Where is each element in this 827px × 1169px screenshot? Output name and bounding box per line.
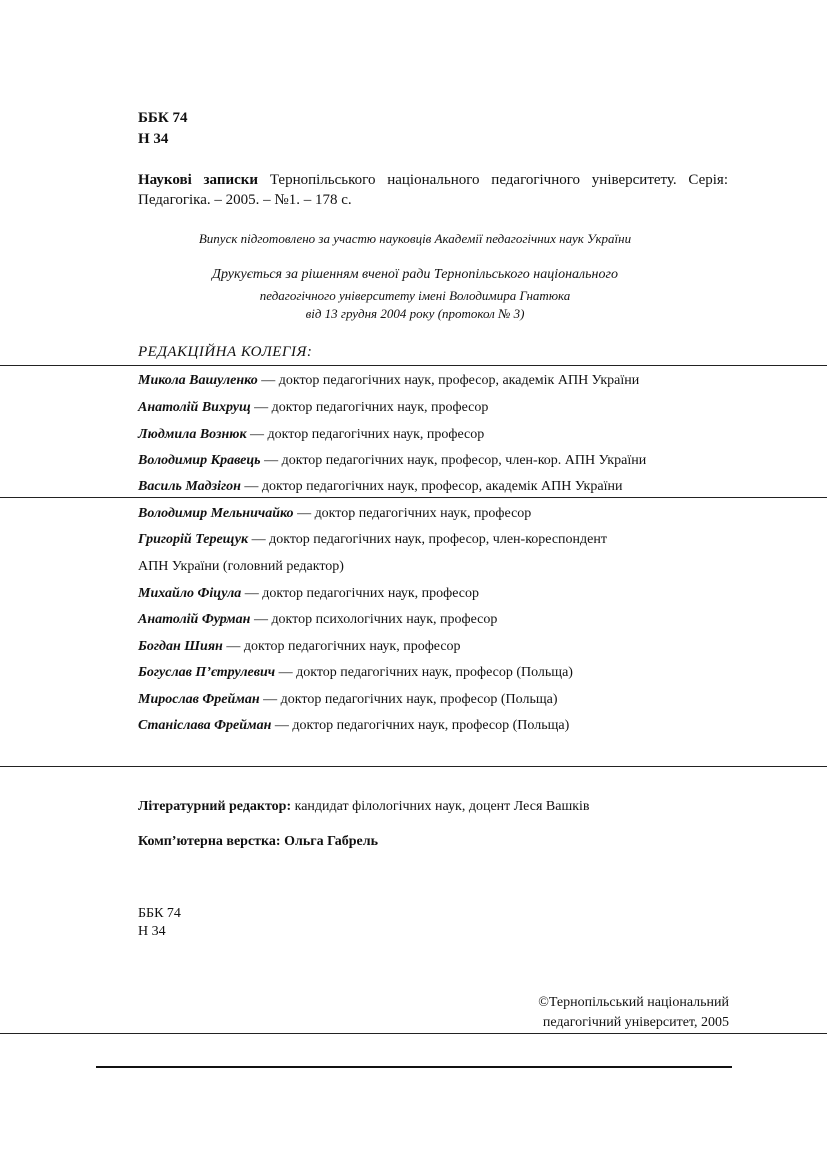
layout-editor-value: Ольга Габрель bbox=[280, 834, 379, 849]
prepared-note: Випуск підготовлено за участю науковців Академії педагогічних наук України bbox=[198, 231, 632, 246]
approval-line-2: педагогічного університету імені Володимира Гнатюка bbox=[259, 288, 571, 303]
board-member: Богдан Шиян — доктор педагогічних наук, професор bbox=[138, 639, 461, 654]
board-member-continuation: АПН України (головний редактор) bbox=[138, 559, 344, 574]
board-member: Василь Мадзігон — доктор педагогічних наук, професор, академік АПН України bbox=[138, 479, 623, 494]
board-member: Микола Вашуленко — доктор педагогічних наук, професор, академік АПН України bbox=[138, 373, 640, 388]
citation bbox=[138, 170, 728, 210]
approval-line-1: Друкується за рішенням вченої ради Тернопільського національного bbox=[212, 267, 618, 282]
footer-bbk-code: ББК 74 bbox=[138, 906, 181, 921]
board-member: Людмила Вознюк — доктор педагогічних наук, професор bbox=[138, 427, 485, 442]
citation-rest: Тернопільського національного педагогічного університету. Серія: Педагогіка. – 2005. – №1. – 178 с. bbox=[138, 172, 728, 208]
board-heading: РЕДАКЦІЙНА КОЛЕГІЯ: bbox=[138, 344, 313, 360]
board-member: Богуслав П’єтрулевич — доктор педагогічних наук, професор (Польща) bbox=[138, 665, 573, 680]
board-member: Володимир Мельничайко — доктор педагогічних наук, професор bbox=[138, 506, 532, 521]
board-member: Володимир Кравець — доктор педагогічних наук, професор, член-кор. АПН України bbox=[138, 453, 647, 468]
copyright-line-1: ©Тернопільський національний bbox=[538, 995, 729, 1010]
board-member: Мирослав Фрейман — доктор педагогічних наук, професор (Польща) bbox=[138, 692, 558, 707]
divider-rule bbox=[0, 365, 827, 366]
board-member: Анатолій Фурман — доктор психологічних наук, професор bbox=[138, 612, 498, 627]
board-member: Анатолій Вихрущ — доктор педагогічних наук, професор bbox=[138, 400, 489, 415]
literary-editor-value: кандидат філологічних наук, доцент Леся Вашків bbox=[291, 799, 590, 814]
literary-editor-label: Літературний редактор: bbox=[138, 799, 292, 814]
author-index: Н 34 bbox=[138, 131, 169, 147]
copyright-notice bbox=[538, 993, 729, 1033]
board-member: Станіслава Фрейман — доктор педагогічних наук, професор (Польща) bbox=[138, 718, 570, 733]
layout-editor-label: Комп’ютерна верстка: bbox=[138, 834, 281, 849]
board-member: Михайло Фіцула — доктор педагогічних наук, професор bbox=[138, 586, 480, 601]
divider-rule bbox=[0, 497, 827, 498]
copyright-line-2: педагогічний університет, 2005 bbox=[542, 1015, 729, 1030]
board-member: Григорій Терещук — доктор педагогічних наук, професор, член-кореспондент bbox=[138, 532, 607, 547]
bottom-rule bbox=[96, 1066, 732, 1068]
literary-editor bbox=[138, 799, 590, 815]
citation-title: Наукові записки bbox=[138, 172, 259, 188]
divider-rule bbox=[0, 1033, 827, 1034]
bbk-code: ББК 74 bbox=[138, 110, 188, 126]
divider-rule bbox=[0, 766, 827, 767]
footer-author-index: Н 34 bbox=[138, 924, 166, 939]
layout-editor bbox=[138, 834, 378, 850]
approval-line-3: від 13 грудня 2004 року (протокол № 3) bbox=[305, 306, 525, 321]
